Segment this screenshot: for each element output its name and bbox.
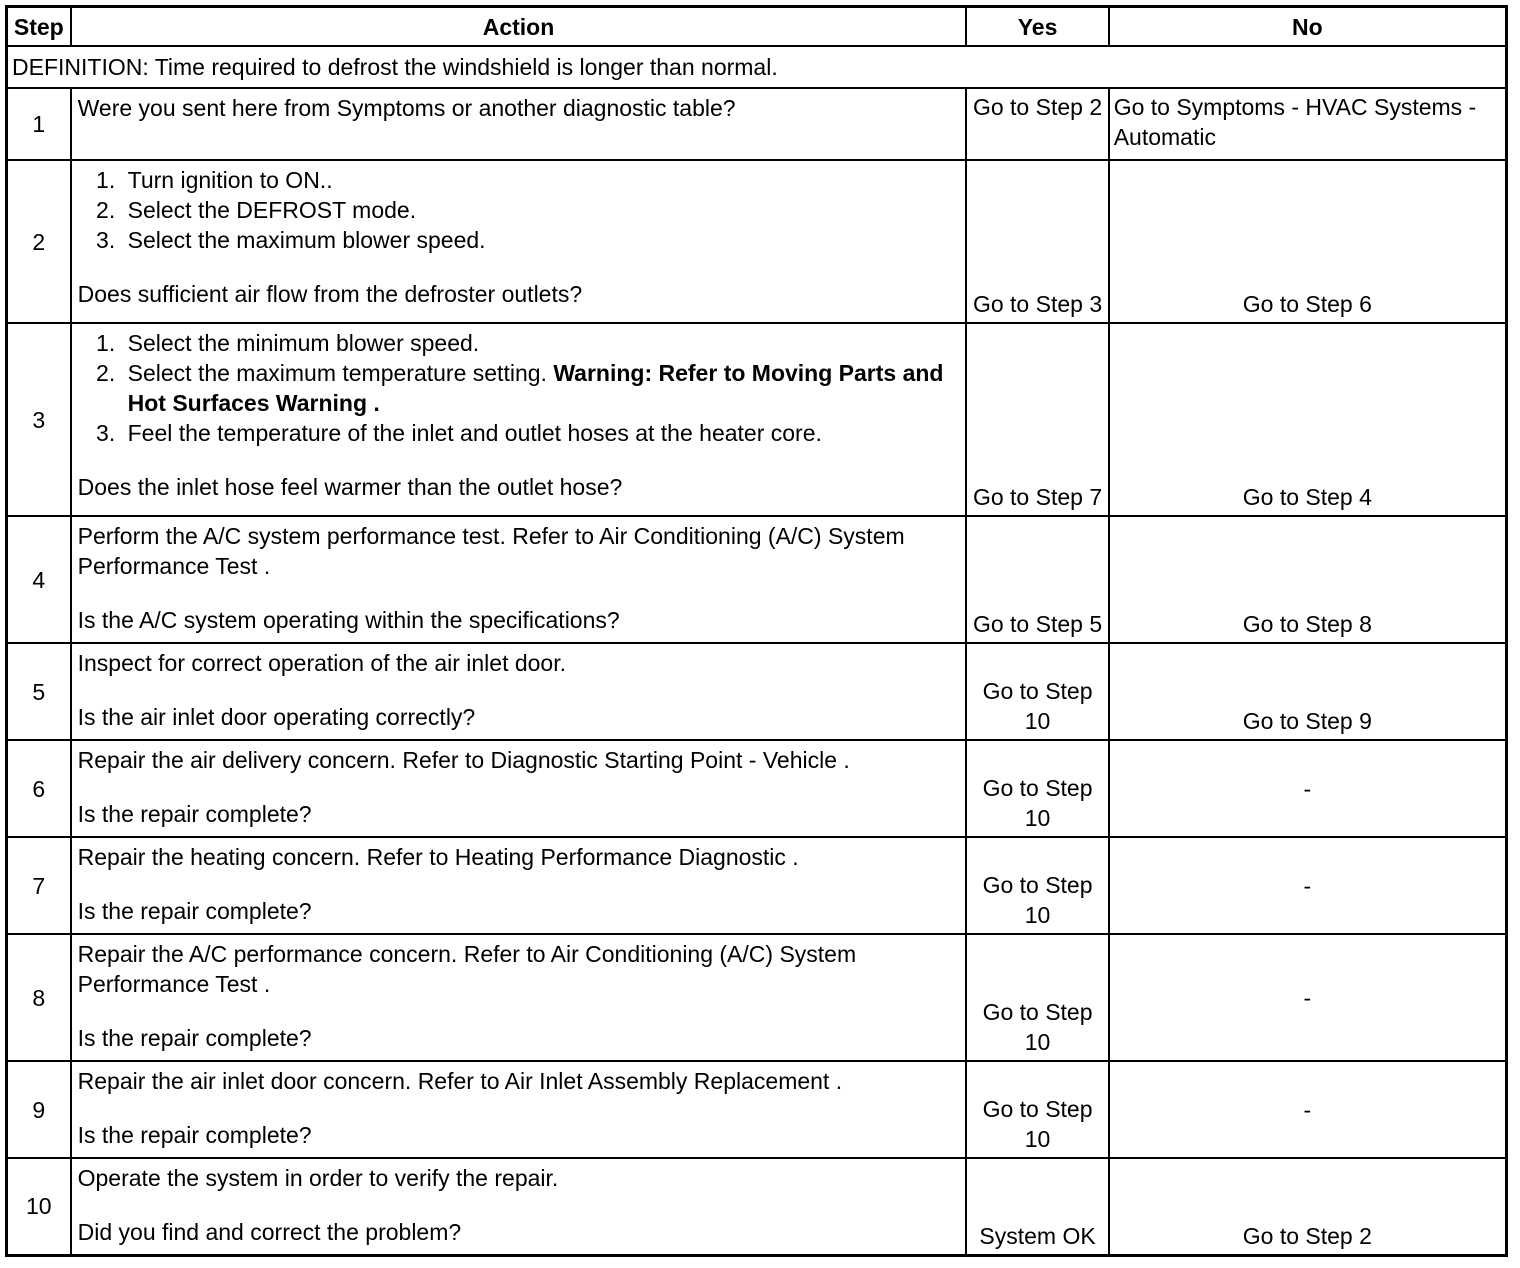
question-text: Is the repair complete?	[77, 1025, 312, 1051]
yes-result: Go to Step 2	[966, 88, 1108, 160]
action-text: Perform the A/C system performance test. Refer to Air Conditioning (A/C) System Performance Test .	[77, 523, 905, 579]
diagnostic-table	[5, 5, 1508, 1257]
list-item-text: Select the maximum temperature setting.	[127, 360, 547, 386]
definition-text: DEFINITION: Time required to defrost the windshield is longer than normal.	[7, 46, 1507, 88]
no-result: Go to Symptoms - HVAC Systems - Automatic	[1109, 88, 1507, 160]
action-cell	[71, 1061, 967, 1158]
list-item: 2. Select the DEFROST mode.	[122, 195, 960, 225]
no-result: Go to Step 2	[1109, 1158, 1507, 1255]
action-cell	[71, 934, 967, 1061]
no-result: Go to Step 9	[1109, 643, 1507, 740]
yes-result: System OK	[966, 1158, 1108, 1255]
no-result: -	[1109, 934, 1507, 1061]
question-text: Does sufficient air flow from the defroster outlets?	[77, 281, 583, 307]
list-item: 1. Select the minimum blower speed.	[122, 328, 960, 358]
no-result: Go to Step 4	[1109, 323, 1507, 516]
table-row	[7, 837, 1507, 934]
list-item	[122, 358, 960, 418]
action-text: Repair the heating concern. Refer to Heating Performance Diagnostic .	[77, 844, 799, 870]
no-result: -	[1109, 837, 1507, 934]
question-text: Does the inlet hose feel warmer than the outlet hose?	[77, 474, 623, 500]
question-text: Did you find and correct the problem?	[77, 1219, 462, 1245]
action-text: Operate the system in order to verify the repair.	[77, 1165, 559, 1191]
step-number: 7	[7, 837, 71, 934]
warning-text: Warning: Refer to Moving Parts and Hot Surfaces Warning .	[127, 360, 944, 416]
step-number: 3	[7, 323, 71, 516]
step-number: 2	[7, 160, 71, 323]
header-action: Action	[71, 7, 967, 47]
action-text: Repair the air delivery concern. Refer to Diagnostic Starting Point - Vehicle .	[77, 747, 850, 773]
yes-result: Go to Step 10	[966, 740, 1108, 837]
table-row	[7, 1158, 1507, 1255]
table-row	[7, 740, 1507, 837]
action-cell	[71, 516, 967, 643]
action-text: Repair the A/C performance concern. Refer to Air Conditioning (A/C) System Performance Test .	[77, 941, 857, 997]
question-text: Is the repair complete?	[77, 898, 312, 924]
action-text: Inspect for correct operation of the air inlet door.	[77, 650, 567, 676]
table-row	[7, 1061, 1507, 1158]
action-cell	[71, 160, 967, 323]
action-list	[78, 165, 960, 255]
action-cell	[71, 323, 967, 516]
yes-result: Go to Step 10	[966, 1061, 1108, 1158]
question-text: Is the A/C system operating within the specifications?	[77, 607, 620, 633]
list-item: 1. Turn ignition to ON..	[122, 165, 960, 195]
action-cell	[71, 837, 967, 934]
list-item: 3. Select the maximum blower speed.	[122, 225, 960, 255]
step-number: 4	[7, 516, 71, 643]
action-cell	[71, 740, 967, 837]
action-text: Repair the air inlet door concern. Refer to Air Inlet Assembly Replacement .	[77, 1068, 843, 1094]
action-text: Were you sent here from Symptoms or another diagnostic table?	[71, 88, 967, 160]
step-number: 1	[7, 88, 71, 160]
step-number: 9	[7, 1061, 71, 1158]
table-row	[7, 88, 1507, 160]
table-row	[7, 934, 1507, 1061]
table-row	[7, 323, 1507, 516]
yes-result: Go to Step 5	[966, 516, 1108, 643]
header-yes: Yes	[966, 7, 1108, 47]
definition-row	[7, 46, 1507, 88]
question-text: Is the repair complete?	[77, 801, 312, 827]
table-row	[7, 160, 1507, 323]
question-text: Is the repair complete?	[77, 1122, 312, 1148]
no-result: Go to Step 6	[1109, 160, 1507, 323]
yes-result: Go to Step 10	[966, 837, 1108, 934]
step-number: 10	[7, 1158, 71, 1255]
no-result: -	[1109, 740, 1507, 837]
no-result: -	[1109, 1061, 1507, 1158]
step-number: 5	[7, 643, 71, 740]
step-number: 8	[7, 934, 71, 1061]
header-step: Step	[7, 7, 71, 47]
action-cell	[71, 643, 967, 740]
table-row	[7, 516, 1507, 643]
header-no: No	[1109, 7, 1507, 47]
list-item: 3. Feel the temperature of the inlet and outlet hoses at the heater core.	[122, 418, 960, 448]
action-cell	[71, 1158, 967, 1255]
yes-result: Go to Step 3	[966, 160, 1108, 323]
header-row	[7, 7, 1507, 47]
table-row	[7, 643, 1507, 740]
yes-result: Go to Step 10	[966, 643, 1108, 740]
question-text: Is the air inlet door operating correctly?	[77, 704, 476, 730]
action-list	[78, 328, 960, 448]
no-result: Go to Step 8	[1109, 516, 1507, 643]
yes-result: Go to Step 7	[966, 323, 1108, 516]
step-number: 6	[7, 740, 71, 837]
yes-result: Go to Step 10	[966, 934, 1108, 1061]
